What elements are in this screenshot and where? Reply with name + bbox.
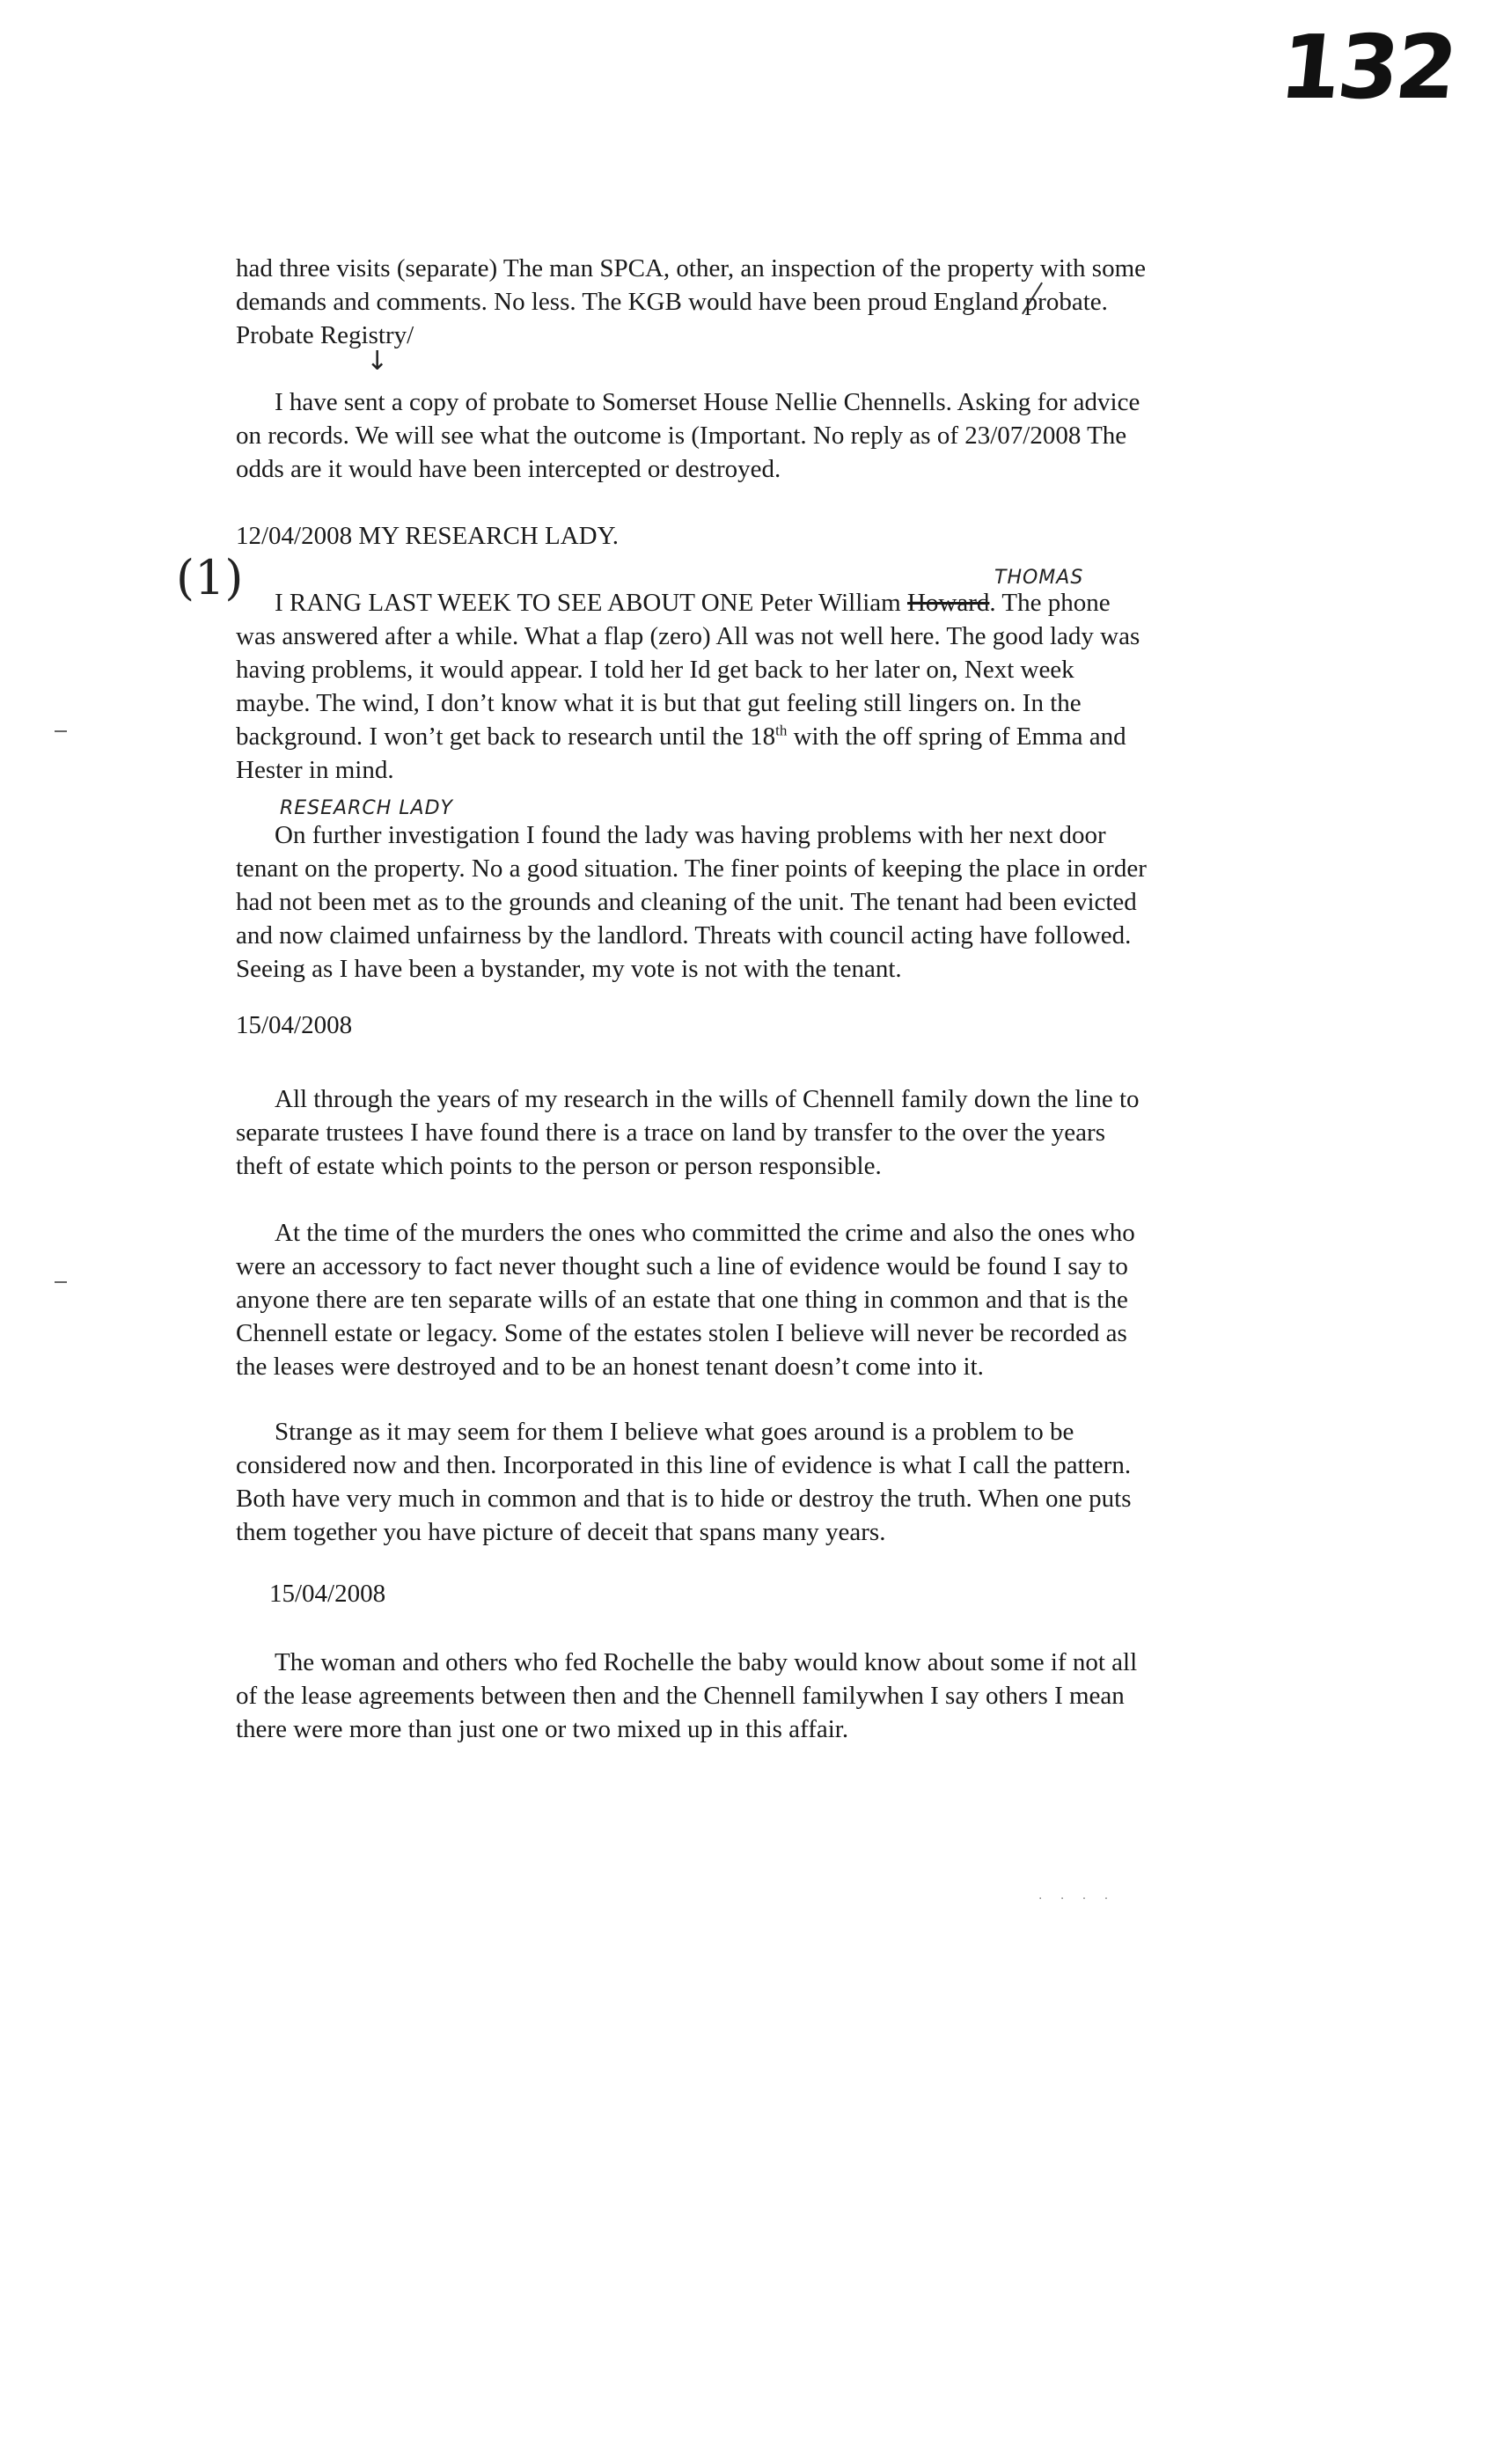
margin-dash-mark	[55, 730, 67, 732]
paragraph-line: separate trustees I have found there is a trace on land by transfer to the over the years	[236, 1118, 1105, 1147]
paragraph-line: considered now and then. Incorporated in this line of evidence is what I call the pattern.	[236, 1451, 1132, 1479]
handwritten-annotation-research-lady: RESEARCH LADY	[280, 797, 453, 819]
paragraph-line: there were more than just one or two mixed up in this affair.	[236, 1715, 849, 1743]
margin-dash-mark	[55, 1281, 67, 1283]
entry-date-text: 15/04/2008	[236, 1011, 353, 1039]
paragraph-line	[236, 586, 1283, 620]
paragraph-line: anyone there are ten separate wills of an estate that one thing in common and that is the	[236, 1286, 1128, 1314]
handwritten-arrow-icon: ↓	[366, 346, 389, 377]
paragraph-6	[236, 1216, 1283, 1383]
paragraph-line: Probate Registry/	[236, 321, 414, 349]
paragraph-line: theft of estate which points to the person or person responsible.	[236, 1152, 882, 1180]
entry-date-text: 15/04/2008	[269, 1580, 386, 1608]
entry-date	[236, 1008, 1283, 1042]
paragraph-line: Chennell estate or legacy. Some of the estates stolen I believe will never be recorded as	[236, 1319, 1127, 1347]
paragraph-line: the leases were destroyed and to be an honest tenant doesn’t come into it.	[236, 1353, 984, 1381]
paragraph-line: I have sent a copy of probate to Somerset House Nellie Chennells. Asking for advice	[275, 388, 1140, 416]
paragraph-line: and now claimed unfairness by the landlord. Threats with council acting have followed.	[236, 921, 1132, 950]
paragraph-line: having problems, it would appear. I told her Id get back to her later on, Next week	[236, 656, 1074, 684]
page-number: 132	[1274, 16, 1459, 119]
margin-note: (1)	[176, 550, 244, 605]
paragraph-line: Strange as it may seem for them I believe what goes around is a problem to be	[275, 1418, 1074, 1446]
paragraph-line: them together you have picture of deceit that spans many years.	[236, 1518, 886, 1546]
entry-heading-text: 12/04/2008 MY RESEARCH LADY.	[236, 522, 620, 550]
entry-heading	[236, 519, 1283, 553]
paragraph-line: demands and comments. No less. The KGB would have been proud England probate.	[236, 288, 1108, 316]
paragraph-3	[236, 586, 1283, 787]
paragraph-line: had not been met as to the grounds and cleaning of the unit. The tenant had been evicted	[236, 888, 1137, 916]
paragraph-line	[236, 720, 1283, 753]
paragraph-1	[236, 252, 1283, 352]
paragraph-line: The woman and others who fed Rochelle the baby would know about some if not all	[275, 1648, 1138, 1676]
handwritten-annotation-thomas: THOMAS	[994, 567, 1084, 589]
paragraph-line: All through the years of my research in the wills of Chennell family down the line to	[275, 1085, 1140, 1113]
paragraph-line: tenant on the property. No a good situation. The finer points of keeping the place in order	[236, 854, 1147, 883]
paragraph-2	[236, 385, 1283, 486]
paragraph-line: had three visits (separate) The man SPCA, other, an inspection of the property with some	[236, 254, 1147, 282]
paragraph-line: odds are it would have been intercepted or destroyed.	[236, 455, 781, 483]
paragraph-8	[236, 1646, 1283, 1746]
text-span: with the off spring of Emma and	[787, 722, 1126, 751]
paragraph-line: was answered after a while. What a flap (zero) All was not well here. The good lady was	[236, 622, 1140, 650]
text-span: . The phone	[989, 589, 1111, 617]
paragraph-line: on records. We will see what the outcome is (Important. No reply as of 23/07/2008 The	[236, 422, 1127, 450]
paragraph-line: of the lease agreements between then and the Chennell familywhen I say others I mean	[236, 1682, 1125, 1710]
paragraph-line: Hester in mind.	[236, 756, 394, 784]
paragraph-line: On further investigation I found the lady was having problems with her next door	[275, 821, 1106, 849]
text-span: I RANG LAST WEEK TO SEE ABOUT ONE Peter William	[275, 589, 907, 617]
struck-text: Howard	[906, 589, 990, 617]
superscript: th	[775, 722, 788, 739]
scan-specks: . . . .	[1038, 1888, 1116, 1903]
paragraph-7	[236, 1415, 1283, 1549]
paragraph-line: At the time of the murders the ones who committed the crime and also the ones who	[275, 1219, 1135, 1247]
text-span: background. I won’t get back to research until the 18	[236, 722, 776, 751]
paragraph-4	[236, 818, 1283, 986]
entry-date	[269, 1577, 1316, 1610]
paragraph-5	[236, 1082, 1283, 1183]
paragraph-line: Seeing as I have been a bystander, my vote is not with the tenant.	[236, 955, 902, 983]
paragraph-line: maybe. The wind, I don’t know what it is but that gut feeling still lingers on. In the	[236, 689, 1082, 717]
paragraph-line: were an accessory to fact never thought such a line of evidence would be found I say to	[236, 1252, 1128, 1280]
paragraph-line: Both have very much in common and that is to hide or destroy the truth. When one puts	[236, 1485, 1132, 1513]
